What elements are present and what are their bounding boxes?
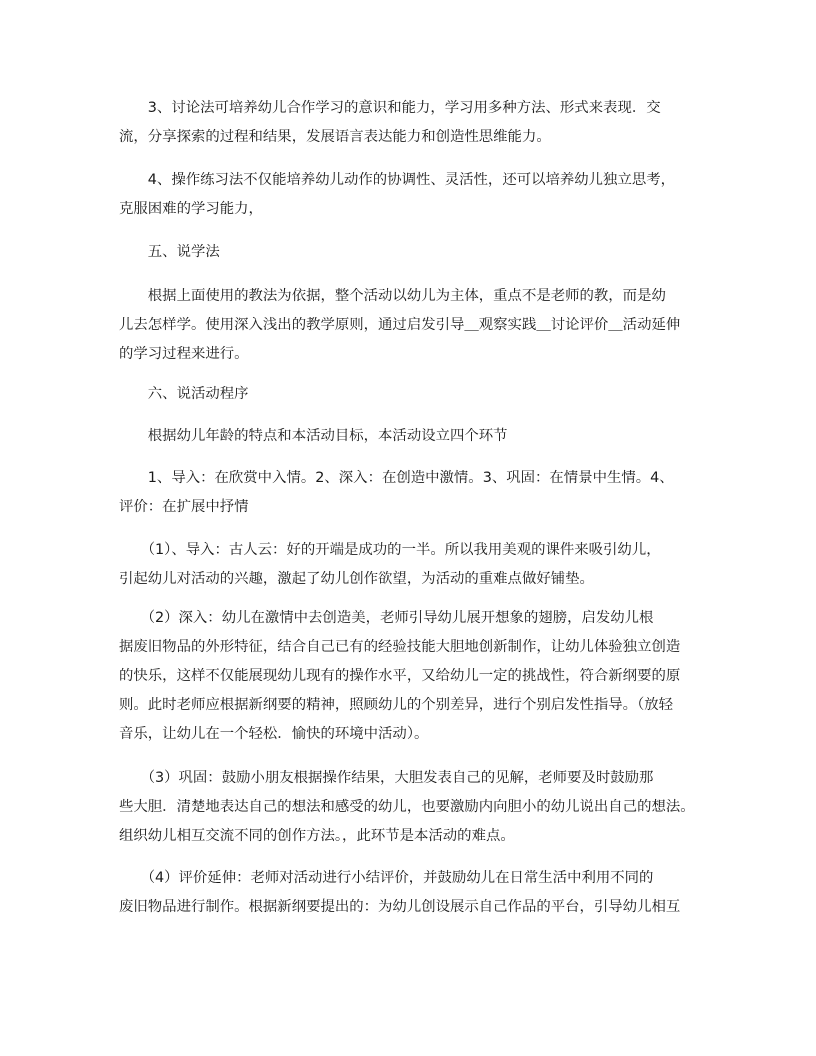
paragraph-four-stages — [119, 464, 699, 522]
paragraph-stage-3-consolidate — [119, 764, 699, 851]
paragraph-stage-4-evaluate — [119, 864, 699, 922]
heading-text: 五、说学法 — [119, 244, 220, 260]
text-line: 的快乐，这样不仅能展现幼儿现有的操作水平，又给幼儿一定的挑战性，符合新纲要的原 — [119, 668, 681, 684]
text-line: 儿去怎样学。使用深入浅出的教学原则，通过启发引导＿观察实践＿讨论评价＿活动延伸 — [119, 317, 681, 333]
text-line: 根据幼儿年龄的特点和本活动目标，本活动设立四个环节 — [119, 428, 508, 444]
text-line: 4、操作练习法不仅能培养幼儿动作的协调性、灵活性，还可以培养幼儿独立思考， — [119, 172, 676, 188]
text-line: 音乐，让幼儿在一个轻松．愉快的环境中活动）。 — [119, 726, 429, 742]
text-line: 些大胆．清楚地表达自己的想法和感受的幼儿，也要激励内向胆小的幼儿说出自己的想法。 — [119, 799, 695, 815]
text-line: 1、导入：在欣赏中入情。2、深入：在创造中激情。3、巩固：在情景中生情。4、 — [119, 470, 674, 486]
text-line: （1）、导入：古人云：好的开端是成功的一半。所以我用美观的课件来吸引幼儿， — [119, 542, 661, 558]
text-line: 流，分享探索的过程和结果，发展语言表达能力和创造性思维能力。 — [119, 129, 551, 145]
paragraph-discussion-method — [119, 94, 699, 152]
text-line: 据废旧物品的外形特征，结合自己已有的经验技能大胆地创新制作，让幼儿体验独立创造 — [119, 639, 681, 655]
section-heading-learning-method — [119, 238, 699, 267]
text-line: 的学习过程来进行。 — [119, 346, 249, 362]
paragraph-practice-method — [119, 166, 699, 224]
text-line: 废旧物品进行制作。根据新纲要提出的：为幼儿创设展示自己作品的平台，引导幼儿相互 — [119, 899, 681, 915]
paragraph-stage-1-intro — [119, 536, 699, 594]
paragraph-stage-2-deepen — [119, 604, 699, 749]
section-heading-activity-procedure — [119, 380, 699, 409]
text-line: 根据上面使用的教法为依据，整个活动以幼儿为主体，重点不是老师的教，而是幼 — [119, 288, 666, 304]
heading-text: 六、说活动程序 — [119, 386, 249, 402]
paragraph-learning-method — [119, 282, 699, 369]
text-line: 3、讨论法可培养幼儿合作学习的意识和能力，学习用多种方法、形式来表现．交 — [119, 100, 661, 116]
text-line: 克服困难的学习能力， — [119, 201, 263, 217]
text-line: 引起幼儿对活动的兴趣，激起了幼儿创作欲望，为活动的重难点做好铺垫。 — [119, 571, 594, 587]
text-line: （4）评价延伸：老师对活动进行小结评价，并鼓励幼儿在日常生活中利用不同的 — [119, 870, 654, 886]
text-line: 评价：在扩展中抒情 — [119, 499, 249, 515]
text-line: 则。此时老师应根据新纲要的精神，照顾幼儿的个别差异，进行个别启发性指导。（放轻 — [119, 697, 674, 713]
text-line: （2）深入：幼儿在激情中去创造美，老师引导幼儿展开想象的翅膀，启发幼儿根 — [119, 610, 654, 626]
text-line: 组织幼儿相互交流不同的创作方法。，此环节是本活动的难点。 — [119, 828, 515, 844]
text-line: （3）巩固：鼓励小朋友根据操作结果，大胆发表自己的见解，老师要及时鼓励那 — [119, 770, 654, 786]
paragraph-four-stages-intro — [119, 422, 699, 451]
